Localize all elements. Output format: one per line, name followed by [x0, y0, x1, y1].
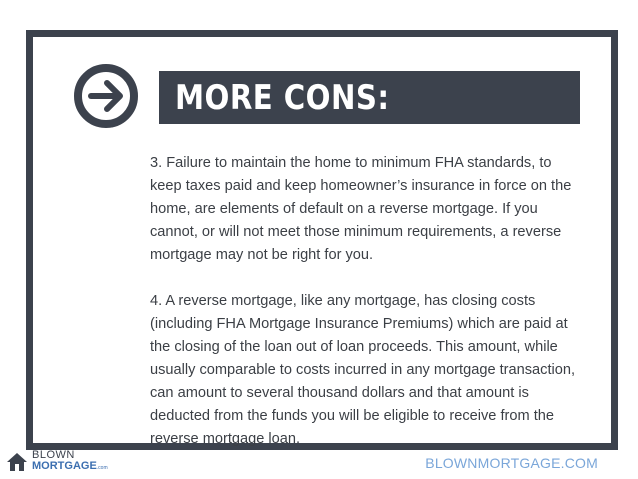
arrow-right-circle-icon: [73, 63, 139, 129]
paragraph-cons-3: 3. Failure to maintain the home to minimum FHA standards, to keep taxes paid and keep homeowner’s insurance in force on the home, are elements of default on a reverse mortgage. If you cannot, or will not meet those minimum requirements, a reverse mortgage may not be right for you.: [150, 155, 572, 263]
header-bar: [159, 71, 580, 124]
page-title: MORE CONS:: [175, 77, 390, 118]
logo-line-blown: BLOWN: [32, 449, 75, 461]
brand-logo: [6, 449, 108, 475]
house-icon: [6, 451, 28, 473]
slide-frame: [26, 30, 618, 450]
logo-wordmark: [32, 450, 108, 474]
logo-line-mortgage: [32, 461, 108, 474]
footer-url: BLOWNMORTGAGE.COM: [425, 455, 598, 471]
paragraph-cons-4: 4. A reverse mortgage, like any mortgage, has closing costs (including FHA Mortgage Insurance Premiums) which are paid at the closing of the loan out of loan proceeds. This amount, while usually comparable to costs incurred in any mortgage transaction, can amount to several thousand dollars and that amount is deducted from the funds you will be eligible to receive from the reverse mortgage loan.: [150, 293, 576, 447]
logo-mortgage-text: MORTGAGE: [32, 460, 97, 472]
body-content: [150, 152, 582, 451]
logo-suffix: .com: [96, 465, 108, 471]
